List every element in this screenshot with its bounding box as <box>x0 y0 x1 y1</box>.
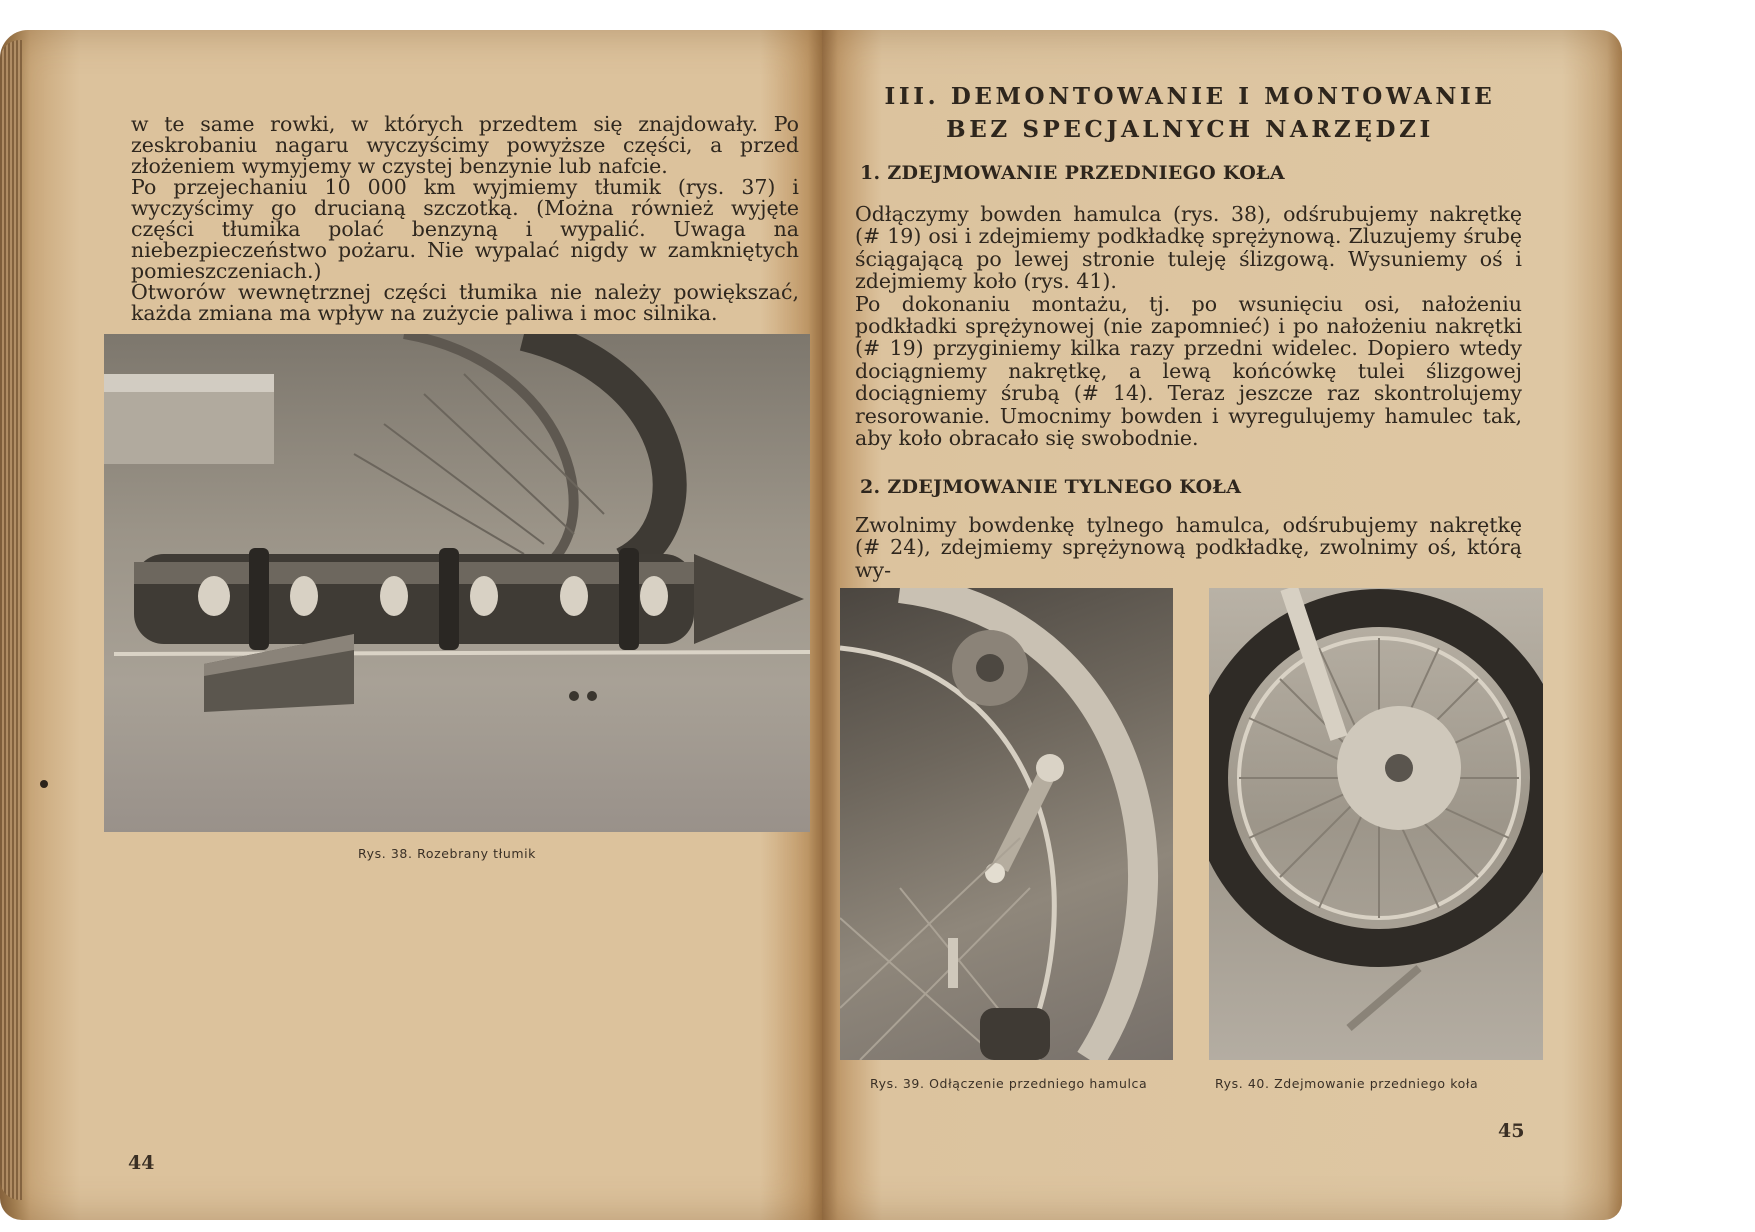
figure-40-caption: Rys. 40. Zdejmowanie przedniego koła <box>1215 1076 1479 1091</box>
section-1-text <box>855 203 1522 449</box>
left-paragraph-3: Otworów wewnętrznej części tłumika nie należy powiększać, każda zmiana ma wpływ na zużycie paliwa i moc silnika. <box>131 280 799 325</box>
right-page-number: 45 <box>1498 1120 1525 1142</box>
figure-38-muffler-photo <box>104 334 810 832</box>
section-1-paragraph-2: Po dokonaniu montażu, tj. po wsunięciu osi, nałożeniu podkładki sprężynowej (nie zapomnieć) i po nałożeniu nakrętki (# 19) przyginiemy kilka razy przedni widelec. Dopiero wtedy dociągniemy nakrętkę, a lewą końcówkę tulei ślizgowej dociągniemy śrubą (# 14). Teraz jeszcze raz skontrolujemy resorowanie. Umocnimy bowden i wyregulujemy hamulec tak, aby koło obracało się swobodnie. <box>855 291 1522 451</box>
figure-38-caption: Rys. 38. Rozebrany tłumik <box>358 846 537 861</box>
figure-40-front-wheel-photo <box>1209 588 1543 1060</box>
figure-39-caption: Rys. 39. Odłączenie przedniego hamulca <box>870 1076 1148 1091</box>
section-1-paragraph-1: Odłączymy bowden hamulca (rys. 38), odśrubujemy nakrętkę (# 19) osi i zdejmiemy podkładkę sprężynową. Zluzujemy śrubę ściągającą po lewej stronie tuleję ślizgową. Wysuniemy oś i zdejmiemy koło (rys. 41). <box>855 202 1522 294</box>
left-paragraph-2: Po przejechaniu 10 000 km wyjmiemy tłumik (rys. 37) i wyczyścimy go drucianą szczotką. (Można również wyjęte części tłumika polać benzyną i wypalić. Uwaga na niebezpieczeństwo pożaru. Nie wypalać nigdy w zamkniętych pomieszczeniach.) <box>131 175 799 283</box>
left-page-number: 44 <box>128 1152 155 1174</box>
front-wheel-illustration <box>1209 588 1543 1060</box>
chapter-title-line-1: III. DEMONTOWANIE I MONTOWANIE <box>884 83 1496 110</box>
section-2-paragraph-1: Zwolnimy bowdenkę tylnego hamulca, odśrubujemy nakrętkę (# 24), zdejmiemy sprężynową podkładkę, zwolnimy oś, którą wy- <box>855 513 1522 582</box>
left-page-text <box>131 114 799 324</box>
section-2-heading: 2. ZDEJMOWANIE TYLNEGO KOŁA <box>860 476 1242 498</box>
section-1-heading: 1. ZDEJMOWANIE PRZEDNIEGO KOŁA <box>860 162 1285 184</box>
chapter-title-line-2: BEZ SPECJALNYCH NARZĘDZI <box>946 116 1434 143</box>
left-paragraph-1: w te same rowki, w których przedtem się znajdowały. Po zeskrobaniu nagaru wyczyścimy powyższe części, a przed złożeniem wymyjemy w czystej benzynie lub nafcie. <box>131 112 799 178</box>
page-edges <box>0 40 22 1200</box>
brake-illustration <box>840 588 1173 1060</box>
figure-39-brake-photo <box>840 588 1173 1060</box>
section-2-text <box>855 514 1522 581</box>
muffler-illustration <box>104 334 810 832</box>
ink-dot <box>40 780 48 788</box>
chapter-title <box>860 80 1520 146</box>
